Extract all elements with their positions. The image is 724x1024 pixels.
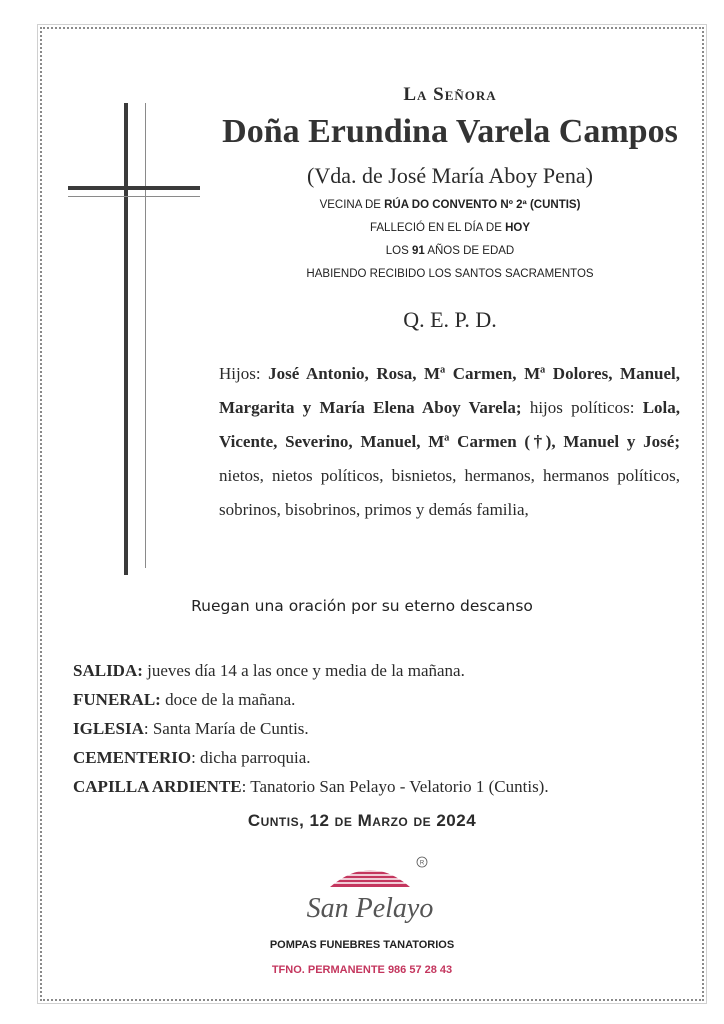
- detail-salida: SALIDA: jueves día 14 a las once y media de la mañana.: [73, 661, 465, 680]
- prayer-request: Ruegan una oración por su eterno descanso: [191, 597, 533, 615]
- ceremony-details: [73, 656, 549, 801]
- place-date: Cuntis, 12 de Marzo de 2024: [247, 811, 477, 830]
- detail-cementerio: CEMENTERIO: dicha parroquia.: [73, 748, 311, 767]
- phone-line: TFNO. PERMANENTE 986 57 28 43: [271, 964, 453, 976]
- age-line: LOS 91 AÑOS DE EDAD: [385, 245, 515, 257]
- residence-line: VECINA DE RÚA DO CONVENTO Nº 2ª (CUNTIS): [319, 199, 581, 211]
- svg-text:R: R: [419, 860, 425, 867]
- title-prefix: La Señora: [403, 84, 497, 105]
- detail-funeral: FUNERAL: doce de la mañana.: [73, 690, 296, 709]
- detail-capilla: CAPILLA ARDIENTE: Tanatorio San Pelayo - Velatorio 1 (Cuntis).: [73, 777, 549, 796]
- widow-of: (Vda. de José María Aboy Pena): [307, 163, 593, 188]
- sacraments-line: HABIENDO RECIBIDO LOS SANTOS SACRAMENTOS: [306, 268, 594, 280]
- logo-text: San Pelayo: [306, 893, 434, 924]
- company-name: POMPAS FUNEBRES TANATORIOS: [269, 939, 455, 951]
- detail-iglesia: IGLESIA: Santa María de Cuntis.: [73, 719, 309, 738]
- death-line: FALLECIÓ EN EL DÍA DE HOY: [370, 222, 530, 234]
- deceased-name: Doña Erundina Varela Campos: [222, 113, 678, 150]
- family-paragraph: Hijos: José Antonio, Rosa, Mª Carmen, Mª Dolores, Manuel, Margarita y María Elena Aboy Varela; hijos políticos: Lola, Vicente, Severino, Manuel, Mª Carmen (†), Manuel y José; nietos, nietos políticos, bisnietos, hermanos, hermanos políticos, sobrinos, bisobrinos, primos y demás familia,: [219, 364, 680, 519]
- qepd: Q. E. P. D.: [403, 307, 497, 332]
- san-pelayo-logo: [300, 855, 440, 935]
